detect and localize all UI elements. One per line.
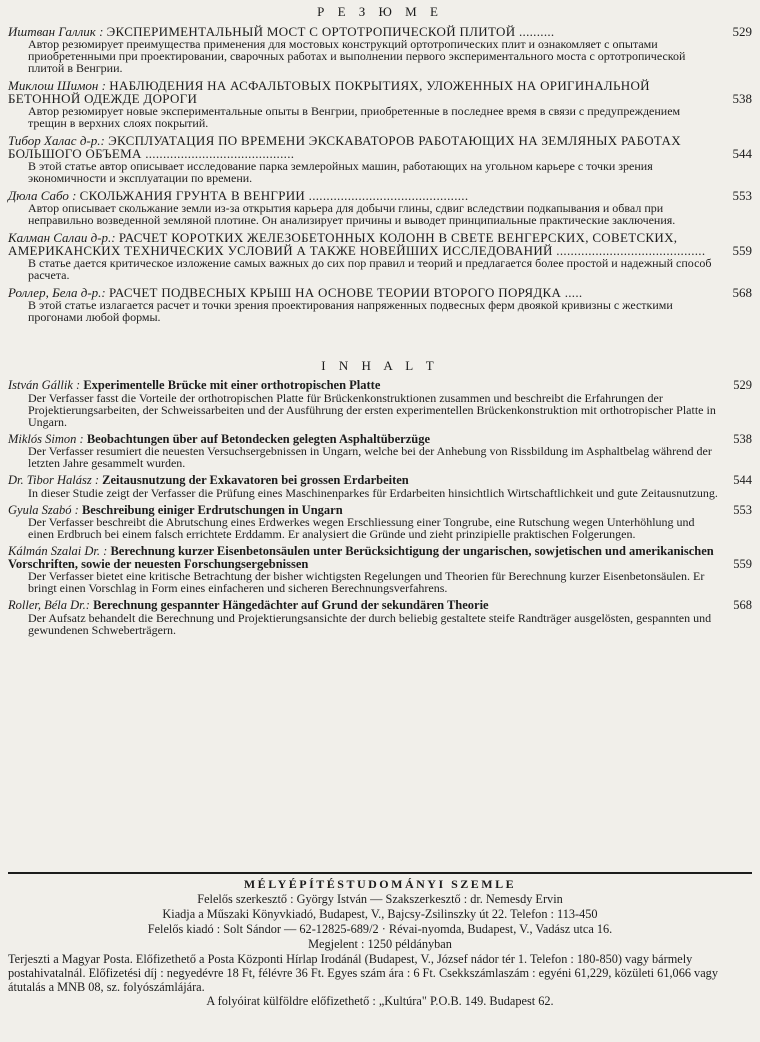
- entry-author: Miklós Simon :: [8, 431, 84, 446]
- entry-title: Beschreibung einiger Erdrutschungen in Ungarn: [81, 502, 343, 517]
- entry-author: Gyula Szabó :: [8, 502, 79, 517]
- entry-title: РАСЧЕТ ПОДВЕСНЫХ КРЫШ НА ОСНОВЕ ТЕОРИИ ВТОРОГО ПОРЯДКА .....: [109, 285, 583, 300]
- entry-abstract: Автор описывает скольжание земли из-за открытия карьера для добычи глины, сдвиг вследствии подкапывания и обвал при неправильно возведенной земляной плотине. Он анализирует причины и выводет принципиальные практические заключения.: [28, 201, 676, 227]
- toc-entry: [8, 599, 752, 636]
- entry-heading: [8, 25, 752, 38]
- entry-page-number: 568: [732, 285, 752, 300]
- toc-entry: [8, 379, 752, 428]
- entry-page-number: 538: [732, 91, 752, 106]
- entry-abstract: В этой статье излагается расчет и точки зрения проектирования напряженных подвесных ферм двоякой кривизны с жесткими прогонами любой формы.: [28, 298, 673, 324]
- entry-heading: [8, 286, 752, 299]
- entry-abstract: Der Verfasser fasst die Vorteile der orthotropischen Platte für Brückenkonstruktionen zusammen und beschreibt die Erfahrungen der Projektierungsarbeiten, der Schweissarbeiten und der Ausführung der ersten experimentellen Brückenkonstruktion mit orthotropischer Platte in Ungarn.: [28, 390, 716, 429]
- entry-heading: [8, 545, 752, 570]
- entry-author: Roller, Béla Dr.:: [8, 598, 90, 612]
- entry-heading: [8, 504, 752, 517]
- entry-author: Калман Салаи д-р.:: [8, 230, 116, 245]
- toc-entry: [8, 474, 752, 499]
- entry-page-number: 559: [732, 243, 752, 258]
- entry-abstract: Der Verfasser beschreibt die Abrutschung eines Erdwerkes wegen Erschliessung einer Tongrube, eine Rutschung wegen Unterhöhlung und einen Erdbruch bei einem falsch errichtete Erddamm. Er analysiert die Gründe und zieht prinzipielle praktischen Folgerungen.: [28, 515, 695, 541]
- contents-page: [8, 4, 752, 641]
- entry-abstract: В этой статье автор описывает исследование парка землеройных машин, работающих на угольном карьере с точки зрения экономичности и эксплуатации по времени.: [28, 159, 653, 185]
- publisher-line: Kiadja a Műszaki Könyvkiadó, Budapest, V., Bajcsy-Zsilinszky út 22. Telefon : 113-450: [162, 907, 598, 921]
- entry-page-number: 559: [733, 556, 752, 571]
- entry-author: Иштван Галлик :: [8, 24, 104, 39]
- print-run-line: Megjelent : 1250 példányban: [308, 937, 452, 951]
- entry-title: Berechnung gespannter Hängedächter auf Grund der sekundären Theorie: [93, 598, 489, 612]
- entry-page-number: 544: [733, 473, 752, 487]
- toc-entry: [8, 79, 752, 129]
- entry-abstract: Автор резюмирует преимущества применения для мостовых конструкций ортотропических плит и ознакомляет с опытами приобретенными при проектировании, сварочных работах и выполнении первого экспериментального моста с ортотропической плитой в Венгрии.: [28, 37, 686, 75]
- entry-title: Experimentelle Brücke mit einer orthotropischen Platte: [83, 378, 381, 392]
- toc-entry: [8, 545, 752, 594]
- toc-entry: [8, 433, 752, 470]
- entry-author: Kálmán Szalai Dr. :: [8, 544, 108, 558]
- entry-page-number: 553: [733, 502, 752, 517]
- resume-list: [8, 25, 752, 323]
- entry-page-number: 529: [733, 378, 752, 392]
- entry-heading: [8, 474, 752, 487]
- entry-abstract: Der Verfasser resumiert die neuesten Versuchsergebnissen in Ungarn, welche bei der Anhebung von Rissbildung im Asphaltbelag während der letzten Jahre gesammelt wurden.: [28, 444, 712, 470]
- entry-page-number: 544: [732, 146, 752, 161]
- entry-author: Dr. Tibor Halász :: [8, 473, 99, 487]
- journal-name: MÉLYÉPÍTÉSTUDOMÁNYI SZEMLE: [243, 877, 517, 891]
- entry-heading: [8, 189, 752, 202]
- entry-heading: [8, 134, 752, 160]
- entry-heading: [8, 599, 752, 612]
- toc-entry: [8, 25, 752, 74]
- abroad-line: A folyóirat külföldre előfizethető : „Kultúra" P.O.B. 149. Budapest 62.: [206, 994, 554, 1008]
- entry-title: Beobachtungen über auf Betondecken gelegten Asphaltüberzüge: [86, 431, 431, 446]
- entry-heading: [8, 231, 752, 257]
- entry-abstract: В статье дается критическое изложение самых важных до сих пор правил и теорий и предлагается более простой и надежный способ расчета.: [28, 256, 712, 282]
- resume-heading: Р Е З Ю М Е: [317, 4, 443, 19]
- entry-title: РАСЧЕТ КОРОТКИХ ЖЕЛЕЗОБЕТОННЫХ КОЛОНН В СВЕТЕ ВЕНГЕРСКИХ, СОВЕТСКИХ, АМЕРИКАНСКИХ ТЕХНИЧЕСКИХ УСЛОВИЙ А ТАКЖЕ НОВЕЙШИХ ИССЛЕДОВАНИЙ ..........................................: [8, 230, 706, 258]
- entry-title: Zeitausnutzung der Exkavatoren bei grossen Erdarbeiten: [102, 473, 409, 487]
- entry-author: István Gállik :: [8, 378, 81, 392]
- entry-heading: [8, 379, 752, 392]
- inhalt-list: [8, 379, 752, 636]
- entry-page-number: 529: [732, 24, 752, 39]
- inhalt-heading: I N H A L T: [321, 358, 439, 373]
- entry-page-number: 553: [732, 188, 752, 203]
- entry-title: СКОЛЬЖАНИЯ ГРУНТА В ВЕНГРИИ .............................................: [79, 188, 469, 203]
- entry-author: Миклош Шимон :: [8, 78, 106, 93]
- entry-abstract: Der Aufsatz behandelt die Berechnung und Projektierungsansichte der durch beliebig gestaltete steife Randträger ausgelösten, gespannten und gewundenen Schweberträgern.: [28, 610, 712, 637]
- toc-entry: [8, 286, 752, 323]
- entry-abstract: Автор резюмирует новые экспериментальные опыты в Венгрии, приобретенные в последнее время в связи с предупреждением трещин в верхних слоях покрытий.: [28, 104, 681, 130]
- toc-entry: [8, 134, 752, 184]
- entry-title: ЭКСПЕРИМЕНТАЛЬНЫЙ МОСТ С ОРТОТРОПИЧЕСКОЙ ПЛИТОЙ ..........: [106, 24, 555, 39]
- toc-entry: [8, 231, 752, 281]
- entry-title: НАБЛЮДЕНИЯ НА АСФАЛЬТОВЫХ ПОКРЫТИЯХ, УЛОЖЕННЫХ НА ОРИГИНАЛЬНОЙ БЕТОННОЙ ОДЕЖДЕ ДОРОГИ: [8, 78, 650, 106]
- responsible-publisher-line: Felelős kiadó : Solt Sándor — 62-12825-689/2 · Révai-nyomda, Budapest, V., Vadász utca 16.: [147, 922, 613, 936]
- subscription-text: Terjeszti a Magyar Posta. Előfizethető a Posta Központi Hírlap Irodánál (Budapest, V., József nádor tér 1. Telefon : 180-850) vagy bármely postahivatalnál. Előfizetési díj : negyedévre 18 Ft, félévre 36 Ft. Egyes szám ára : 6 Ft. Csekkszámlaszám : egyéni 61,229, közületi 61,066 vagy átutalás a MNB 08, sz. folyószámlájára.: [8, 952, 718, 994]
- entry-author: Дюла Сабо :: [8, 188, 77, 203]
- colophon: [8, 872, 752, 1009]
- entry-abstract: Der Verfasser bietet eine kritische Betrachtung der bisher wichtigsten Regelungen und Theorien für Berechnung kurzer Eisenbetonsäulen. Er bringt einen Vorschlag in Form eines einfacheren und sicheren Berechnungsverfahrens.: [28, 569, 705, 595]
- entry-title: Berechnung kurzer Eisenbetonsäulen unter Berücksichtigung der ungarischen, sowjetischen und amerikanischen Vorschriften, sowie der neuesten Forschungsergebnissen: [8, 544, 714, 571]
- entry-author: Роллер, Бела д-р.:: [8, 285, 106, 300]
- editors-line: Felelős szerkesztő : György István — Szakszerkesztő : dr. Nemesdy Ervin: [197, 892, 563, 906]
- entry-page-number: 568: [733, 598, 752, 612]
- toc-entry: [8, 504, 752, 541]
- entry-heading: [8, 79, 752, 105]
- entry-page-number: 538: [733, 431, 752, 446]
- entry-heading: [8, 433, 752, 446]
- toc-entry: [8, 189, 752, 226]
- entry-title: ЭКСПЛУАТАЦИЯ ПО ВРЕМЕНИ ЭКСКАВАТОРОВ РАБОТАЮЩИХ НА ЗЕМЛЯНЫХ РАБОТАХ БОЛЬШОГО ОБЪЕМА ..........................................: [8, 133, 681, 161]
- entry-abstract: In dieser Studie zeigt der Verfasser die Prüfung eines Maschinenparkes für Erdarbeiten hinsichtlich Wirtschaftlichkeit und gute Zeitausnutzung.: [28, 485, 718, 500]
- entry-author: Тибор Халас д-р.:: [8, 133, 105, 148]
